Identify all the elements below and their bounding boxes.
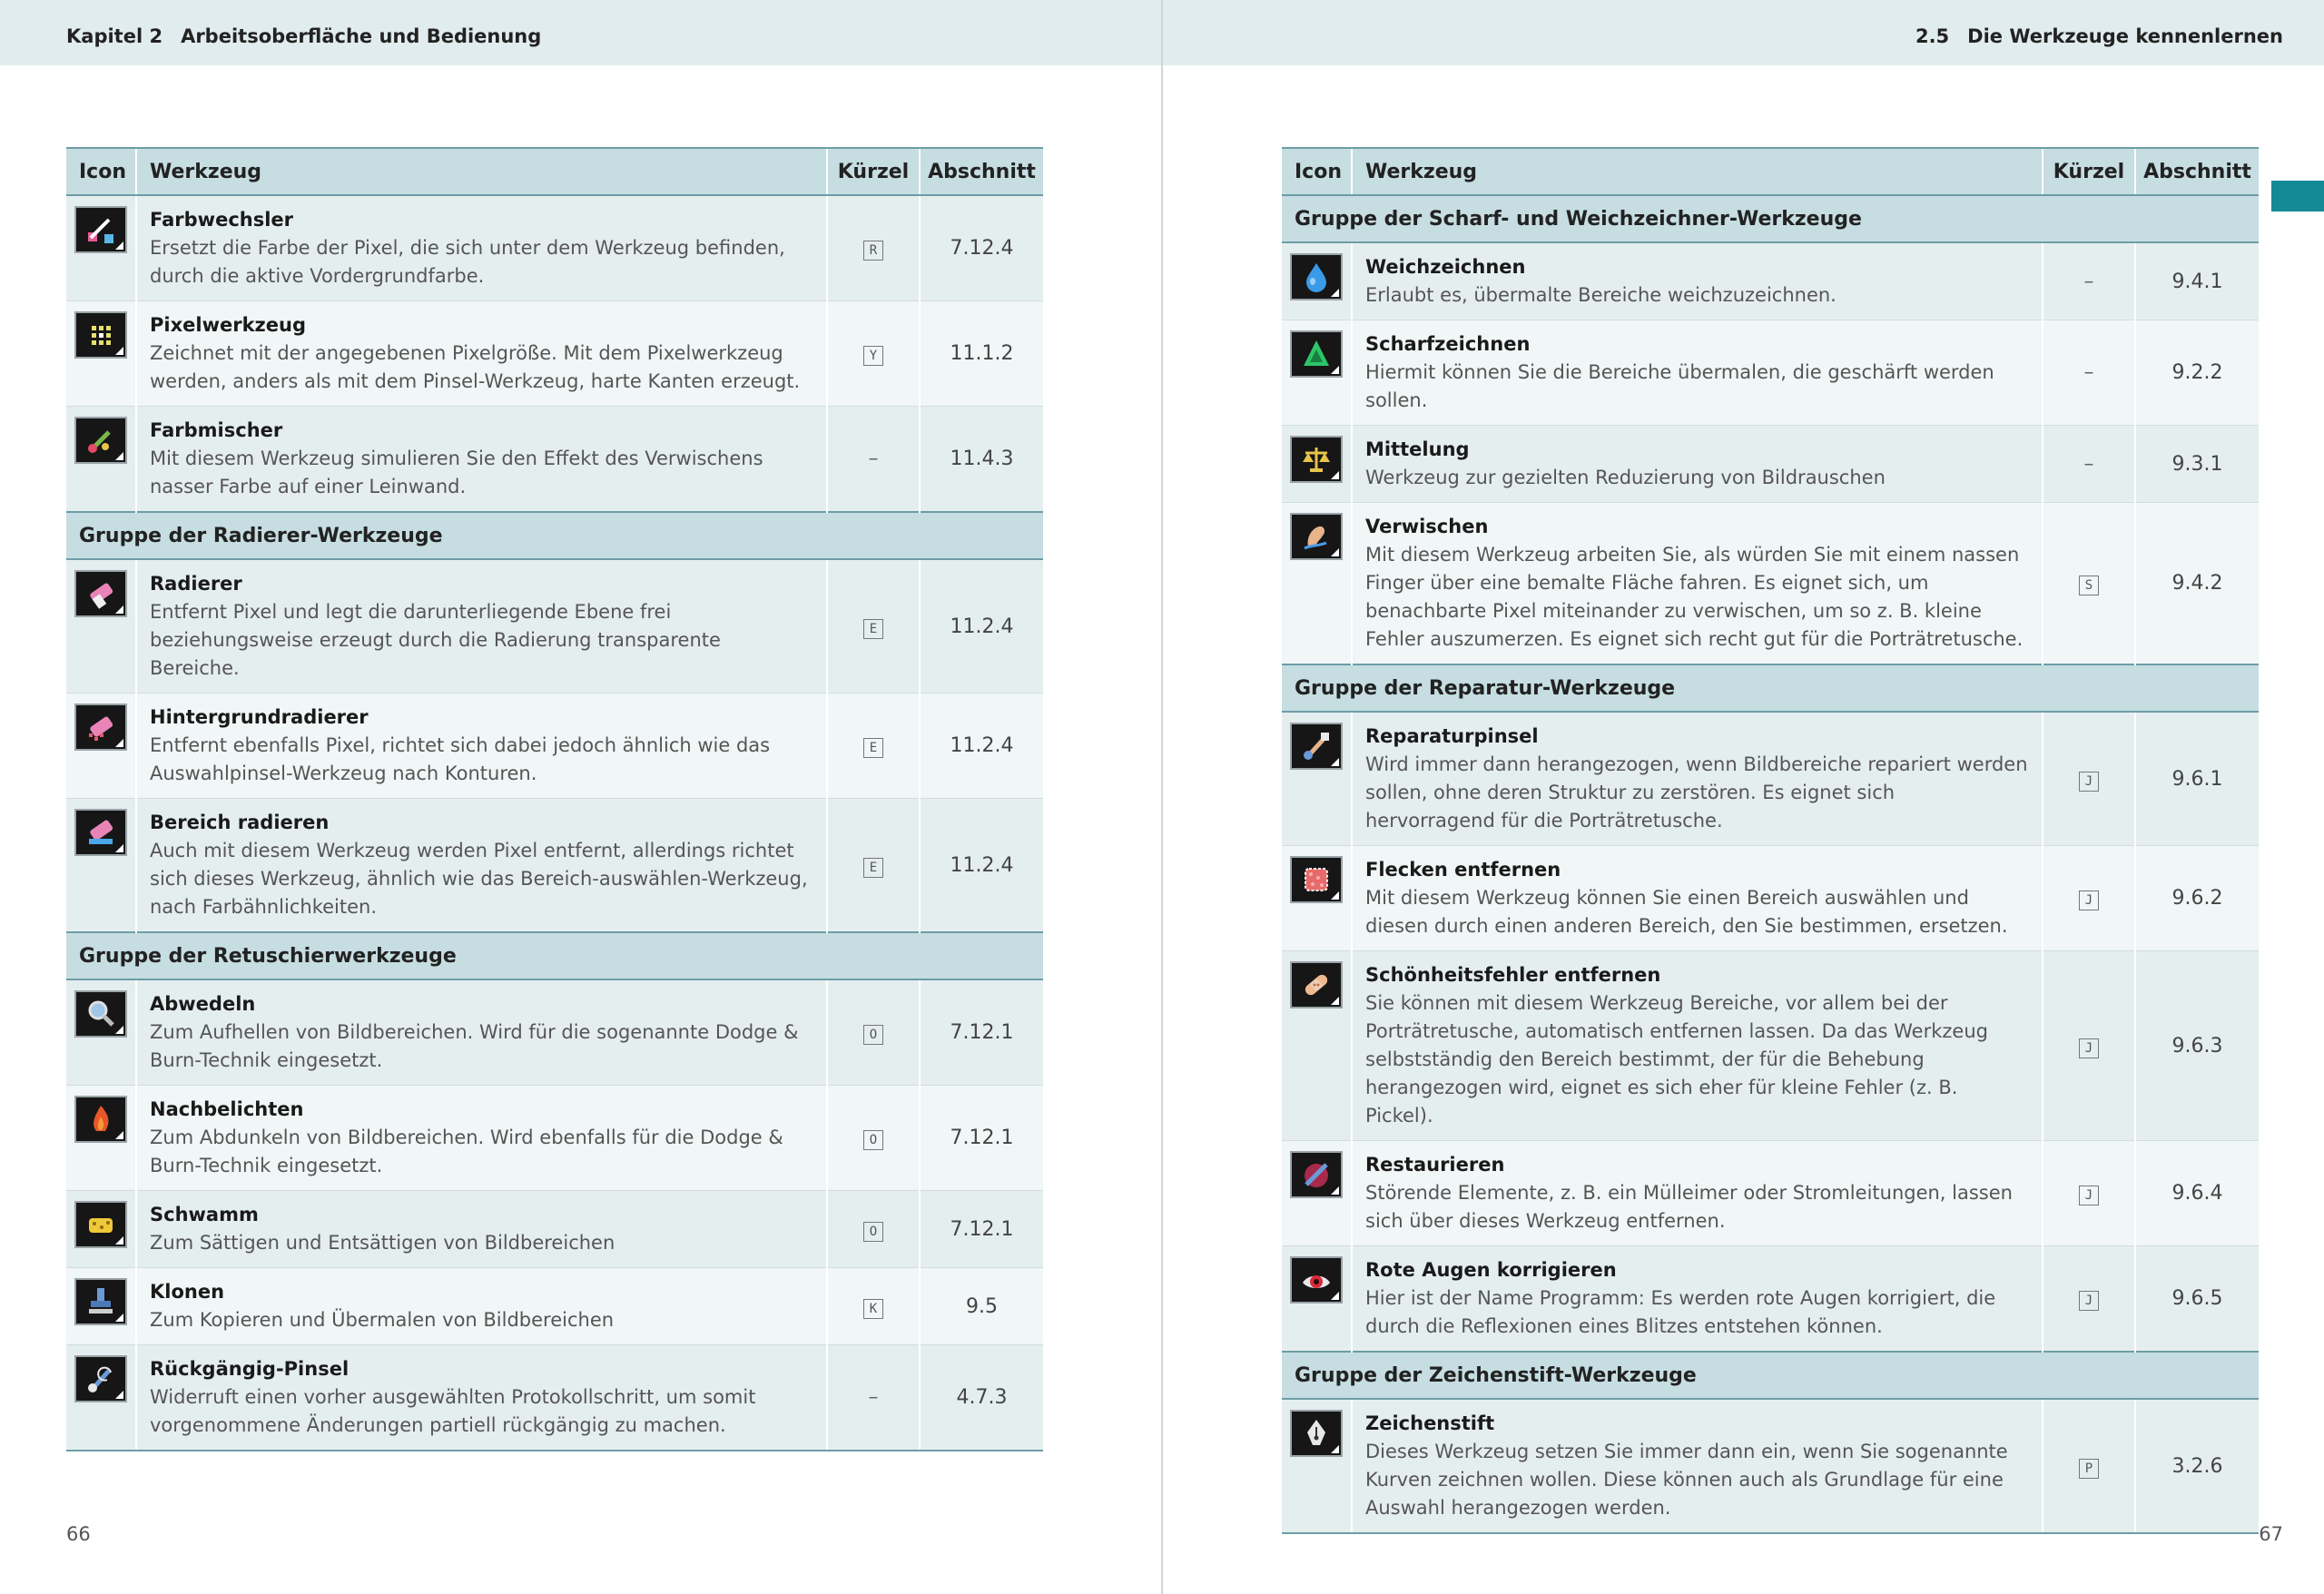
shortcut-cell	[2043, 712, 2135, 846]
page-number: 67	[2259, 1523, 2283, 1545]
group-heading-row	[1282, 1352, 2259, 1399]
shortcut-key: Y	[863, 346, 883, 366]
right-page	[1163, 0, 2324, 1594]
shortcut-cell	[2043, 320, 2135, 426]
table-row	[66, 559, 1043, 694]
icon-cell	[1282, 503, 1352, 665]
section-ref: 7.12.4	[920, 195, 1043, 301]
section-ref: 11.2.4	[920, 559, 1043, 694]
tool-cell	[136, 301, 827, 407]
column-header-section: Abschnitt	[2135, 148, 2259, 195]
tool-description: Zum Aufhellen von Bildbereichen. Wird für die sogenannte Dodge & Burn-Technik eingesetzt.	[150, 1021, 799, 1071]
tool-description: Sie können mit diesem Werkzeug Bereiche, vor allem bei der Porträtretusche, automatisch entfernen lassen. Da das Werkzeug selbstständig den Bereich bestimmt, der für die Behebung herangezogen wird, eignet es sich eher für kleine Fehler (z. B. Pickel).	[1365, 992, 1988, 1127]
column-header-section: Abschnitt	[920, 148, 1043, 195]
tool-cell	[1352, 1246, 2043, 1353]
color-replace-icon	[74, 206, 127, 253]
tool-table	[1282, 147, 2259, 1534]
section-ref: 9.6.4	[2135, 1141, 2259, 1246]
shortcut-none: –	[868, 448, 879, 470]
shortcut-key: P	[2079, 1459, 2099, 1479]
section-ref: 9.4.2	[2135, 503, 2259, 665]
table-row	[66, 195, 1043, 301]
tool-description: Mit diesem Werkzeug simulieren Sie den Effekt des Verwischens nasser Farbe auf einer Leinwand.	[150, 448, 763, 497]
table-row	[66, 1086, 1043, 1191]
tool-cell	[136, 1268, 827, 1345]
eraser-icon	[74, 570, 127, 617]
tool-cell	[1352, 951, 2043, 1141]
shortcut-cell	[2043, 1141, 2135, 1246]
burn-icon	[74, 1096, 127, 1143]
tool-cell	[136, 1191, 827, 1268]
group-heading: Gruppe der Reparatur-Werkzeuge	[1282, 664, 2259, 712]
sharpen-icon	[1290, 330, 1343, 378]
tool-name: Verwischen	[1365, 516, 1489, 537]
icon-cell	[66, 301, 136, 407]
icon-cell	[66, 694, 136, 799]
chapter-number: Kapitel 2	[66, 25, 163, 47]
running-header	[1163, 0, 2324, 65]
section-ref: 3.2.6	[2135, 1399, 2259, 1533]
shortcut-cell	[827, 979, 920, 1086]
section-ref: 9.6.5	[2135, 1246, 2259, 1353]
tool-description: Zum Sättigen und Entsättigen von Bildbereichen	[150, 1232, 615, 1254]
chapter-title: Arbeitsoberfläche und Bedienung	[181, 25, 542, 47]
shortcut-none: –	[2083, 452, 2094, 476]
table-row	[1282, 242, 2259, 320]
table-row	[66, 1191, 1043, 1268]
history-brush-icon	[74, 1355, 127, 1402]
tool-cell	[1352, 242, 2043, 320]
running-header	[0, 0, 1161, 65]
pixel-tool-icon	[74, 311, 127, 359]
table-row	[1282, 426, 2259, 503]
tool-cell	[1352, 1141, 2043, 1246]
shortcut-cell	[827, 195, 920, 301]
tool-table	[66, 147, 1043, 1451]
tool-name: Schönheitsfehler entfernen	[1365, 964, 1661, 986]
icon-cell	[66, 1086, 136, 1191]
icon-cell	[1282, 1246, 1352, 1353]
chapter-thumb-tab	[2271, 181, 2324, 212]
icon-cell	[1282, 846, 1352, 951]
tool-name: Farbmischer	[150, 419, 283, 441]
tool-description: Zeichnet mit der angegebenen Pixelgröße. Mit dem Pixelwerkzeug werden, anders als mit dem Pinsel-Werkzeug, harte Kanten erzeugt.	[150, 342, 801, 392]
median-scale-icon	[1290, 436, 1343, 483]
shortcut-cell	[827, 407, 920, 513]
tool-name: Flecken entfernen	[1365, 859, 1561, 881]
table-row	[66, 1268, 1043, 1345]
shortcut-key: E	[863, 619, 883, 639]
group-heading: Gruppe der Retuschierwerkzeuge	[66, 932, 1043, 979]
icon-cell	[1282, 242, 1352, 320]
shortcut-none: –	[2083, 270, 2094, 293]
table-row	[66, 301, 1043, 407]
shortcut-key: J	[2079, 772, 2099, 792]
shortcut-cell	[2043, 503, 2135, 665]
icon-cell	[66, 1268, 136, 1345]
shortcut-none: –	[2083, 361, 2094, 384]
table-row	[1282, 1246, 2259, 1353]
shortcut-key: J	[2079, 1038, 2099, 1058]
dodge-icon	[74, 990, 127, 1038]
table-row	[1282, 503, 2259, 665]
section-ref: 11.4.3	[920, 407, 1043, 513]
page-number: 66	[66, 1523, 91, 1545]
icon-cell	[1282, 1141, 1352, 1246]
shortcut-key: O	[863, 1130, 883, 1150]
group-heading: Gruppe der Zeichenstift-Werkzeuge	[1282, 1352, 2259, 1399]
tool-name: Schwamm	[150, 1204, 259, 1225]
tool-cell	[136, 559, 827, 694]
tool-description: Werkzeug zur gezielten Reduzierung von Bildrauschen	[1365, 467, 1886, 488]
tool-name: Abwedeln	[150, 993, 256, 1015]
shortcut-key: O	[863, 1025, 883, 1045]
shortcut-cell	[2043, 1399, 2135, 1533]
section-ref: 11.2.4	[920, 799, 1043, 933]
tool-cell	[136, 407, 827, 513]
tool-description: Entfernt ebenfalls Pixel, richtet sich dabei jedoch ähnlich wie das Auswahlpinsel-Werkzeug nach Konturen.	[150, 734, 771, 784]
tool-description: Erlaubt es, übermalte Bereiche weichzuzeichnen.	[1365, 284, 1837, 306]
tool-name: Bereich radieren	[150, 812, 330, 833]
tool-description: Zum Abdunkeln von Bildbereichen. Wird ebenfalls für die Dodge & Burn-Technik eingesetzt.	[150, 1127, 783, 1176]
shortcut-cell	[827, 1191, 920, 1268]
shortcut-cell	[2043, 426, 2135, 503]
column-header-tool: Werkzeug	[1352, 148, 2043, 195]
icon-cell	[1282, 951, 1352, 1141]
shortcut-none: –	[868, 1386, 879, 1409]
tool-name: Scharfzeichnen	[1365, 333, 1531, 355]
shortcut-key: E	[863, 738, 883, 758]
column-header-key: Kürzel	[827, 148, 920, 195]
icon-cell	[66, 195, 136, 301]
table-row	[66, 407, 1043, 513]
shortcut-cell	[827, 799, 920, 933]
tool-description: Auch mit diesem Werkzeug werden Pixel entfernt, allerdings richtet sich dieses Werkzeug, ähnlich wie das Bereich-auswählen-Werkzeug, nach Farbähnlichkeiten.	[150, 840, 808, 918]
tool-description: Dieses Werkzeug setzen Sie immer dann ein, wenn Sie sogenannte Kurven zeichnen wollen. Diese können auch als Grundlage für eine Auswahl herangezogen werden.	[1365, 1441, 2008, 1519]
shortcut-cell	[827, 1268, 920, 1345]
tool-cell	[1352, 426, 2043, 503]
tool-cell	[136, 1086, 827, 1191]
table-row	[1282, 1141, 2259, 1246]
icon-cell	[1282, 712, 1352, 846]
column-header-key: Kürzel	[2043, 148, 2135, 195]
patch-icon	[1290, 856, 1343, 903]
tool-name: Weichzeichnen	[1365, 256, 1526, 278]
icon-cell	[66, 1345, 136, 1451]
tool-cell	[136, 799, 827, 933]
table-row	[66, 1345, 1043, 1451]
tool-cell	[136, 979, 827, 1086]
blemish-bandage-icon	[1290, 961, 1343, 1009]
section-ref: 11.2.4	[920, 694, 1043, 799]
area-eraser-icon	[74, 809, 127, 856]
tool-name: Rote Augen korrigieren	[1365, 1259, 1617, 1281]
tool-cell	[136, 694, 827, 799]
tool-name: Radierer	[150, 573, 242, 595]
shortcut-key: J	[2079, 890, 2099, 910]
tool-description: Zum Kopieren und Übermalen von Bildbereichen	[150, 1309, 615, 1331]
shortcut-cell	[2043, 951, 2135, 1141]
background-eraser-icon	[74, 704, 127, 751]
section-ref: 9.3.1	[2135, 426, 2259, 503]
section-ref: 11.1.2	[920, 301, 1043, 407]
icon-cell	[66, 979, 136, 1086]
tool-cell	[1352, 503, 2043, 665]
section-title: Die Werkzeuge kennenlernen	[1967, 25, 2283, 47]
tool-name: Zeichenstift	[1365, 1412, 1495, 1434]
mixer-brush-icon	[74, 417, 127, 464]
tool-cell	[136, 195, 827, 301]
group-heading: Gruppe der Scharf- und Weichzeichner-Werkzeuge	[1282, 195, 2259, 242]
tool-name: Reparaturpinsel	[1365, 725, 1539, 747]
table-row	[66, 979, 1043, 1086]
shortcut-key: K	[863, 1299, 883, 1319]
tool-description: Störende Elemente, z. B. ein Mülleimer oder Stromleitungen, lassen sich über dieses Werkzeug entfernen.	[1365, 1182, 2013, 1232]
group-heading: Gruppe der Radierer-Werkzeuge	[66, 512, 1043, 559]
shortcut-key: R	[863, 241, 883, 261]
group-heading-row	[1282, 664, 2259, 712]
shortcut-key: S	[2079, 576, 2099, 595]
tool-name: Restaurieren	[1365, 1154, 1505, 1176]
tool-cell	[1352, 320, 2043, 426]
tool-description: Hiermit können Sie die Bereiche übermalen, die geschärft werden sollen.	[1365, 361, 1994, 411]
section-ref: 9.6.3	[2135, 951, 2259, 1141]
restore-brush-icon	[1290, 1151, 1343, 1198]
clone-stamp-icon	[74, 1278, 127, 1325]
table-row	[1282, 712, 2259, 846]
shortcut-key: J	[2079, 1186, 2099, 1205]
blur-drop-icon	[1290, 253, 1343, 300]
tool-name: Klonen	[150, 1281, 225, 1303]
shortcut-cell	[2043, 846, 2135, 951]
tool-description: Mit diesem Werkzeug arbeiten Sie, als würden Sie mit einem nassen Finger über eine bemalte Fläche fahren. Es eignet sich, um benachbarte Pixel miteinander zu verwischen, um so z. B. kleine Fehler auszumerzen. Es eignet sich recht gut für die Porträtretusche.	[1365, 544, 2024, 650]
shortcut-cell	[2043, 242, 2135, 320]
section-ref: 7.12.1	[920, 1086, 1043, 1191]
tool-name: Hintergrundradierer	[150, 706, 369, 728]
tool-description: Widerruft einen vorher ausgewählten Protokollschritt, um somit vorgenommene Änderungen partiell rückgängig zu machen.	[150, 1386, 756, 1436]
tool-cell	[1352, 846, 2043, 951]
section-ref: 9.5	[920, 1268, 1043, 1345]
icon-cell	[1282, 426, 1352, 503]
tool-description: Hier ist der Name Programm: Es werden rote Augen korrigiert, die durch die Reflexionen eines Blitzes entstehen können.	[1365, 1287, 1996, 1337]
column-header-icon: Icon	[66, 148, 136, 195]
column-header-icon: Icon	[1282, 148, 1352, 195]
tool-name: Farbwechsler	[150, 209, 294, 231]
tool-description: Mit diesem Werkzeug können Sie einen Bereich auswählen und diesen durch einen anderen Bereich, den Sie bestimmen, ersetzen.	[1365, 887, 2008, 937]
tool-name: Pixelwerkzeug	[150, 314, 306, 336]
smudge-finger-icon	[1290, 513, 1343, 560]
tool-cell	[1352, 1399, 2043, 1533]
shortcut-cell	[827, 694, 920, 799]
table-row	[1282, 951, 2259, 1141]
section-ref: 7.12.1	[920, 979, 1043, 1086]
tool-cell	[136, 1345, 827, 1451]
shortcut-key: E	[863, 858, 883, 878]
table-row	[1282, 320, 2259, 426]
section-number: 2.5	[1915, 25, 1950, 47]
section-ref: 9.2.2	[2135, 320, 2259, 426]
section-ref: 4.7.3	[920, 1345, 1043, 1451]
shortcut-cell	[2043, 1246, 2135, 1353]
tool-description: Ersetzt die Farbe der Pixel, die sich unter dem Werkzeug befinden, durch die aktive Vordergrundfarbe.	[150, 237, 785, 287]
tool-cell	[1352, 712, 2043, 846]
shortcut-cell	[827, 1086, 920, 1191]
section-ref: 9.6.2	[2135, 846, 2259, 951]
table-row	[1282, 846, 2259, 951]
icon-cell	[66, 407, 136, 513]
tool-name: Rückgängig-Pinsel	[150, 1358, 350, 1380]
tool-description: Wird immer dann herangezogen, wenn Bildbereiche repariert werden sollen, ohne deren Struktur zu zerstören. Es eignet sich hervorragend für die Porträtretusche.	[1365, 753, 2028, 831]
pen-nib-icon	[1290, 1410, 1343, 1457]
group-heading-row	[66, 512, 1043, 559]
shortcut-key: O	[863, 1222, 883, 1242]
tool-name: Nachbelichten	[150, 1098, 304, 1120]
shortcut-cell	[827, 559, 920, 694]
icon-cell	[1282, 1399, 1352, 1533]
section-ref: 7.12.1	[920, 1191, 1043, 1268]
group-heading-row	[66, 932, 1043, 979]
column-header-tool: Werkzeug	[136, 148, 827, 195]
sponge-icon	[74, 1201, 127, 1248]
tool-name: Mittelung	[1365, 438, 1470, 460]
icon-cell	[66, 1191, 136, 1268]
table-row	[66, 799, 1043, 933]
tool-description: Entfernt Pixel und legt die darunterliegende Ebene frei beziehungsweise erzeugt durch die Radierung transparente Bereiche.	[150, 601, 721, 679]
shortcut-cell	[827, 301, 920, 407]
healing-brush-icon	[1290, 723, 1343, 770]
red-eye-icon	[1290, 1256, 1343, 1304]
group-heading-row	[1282, 195, 2259, 242]
table-row	[66, 694, 1043, 799]
shortcut-key: J	[2079, 1291, 2099, 1311]
icon-cell	[66, 799, 136, 933]
icon-cell	[1282, 320, 1352, 426]
shortcut-cell	[827, 1345, 920, 1451]
section-ref: 9.6.1	[2135, 712, 2259, 846]
table-row	[1282, 1399, 2259, 1533]
icon-cell	[66, 559, 136, 694]
section-ref: 9.4.1	[2135, 242, 2259, 320]
